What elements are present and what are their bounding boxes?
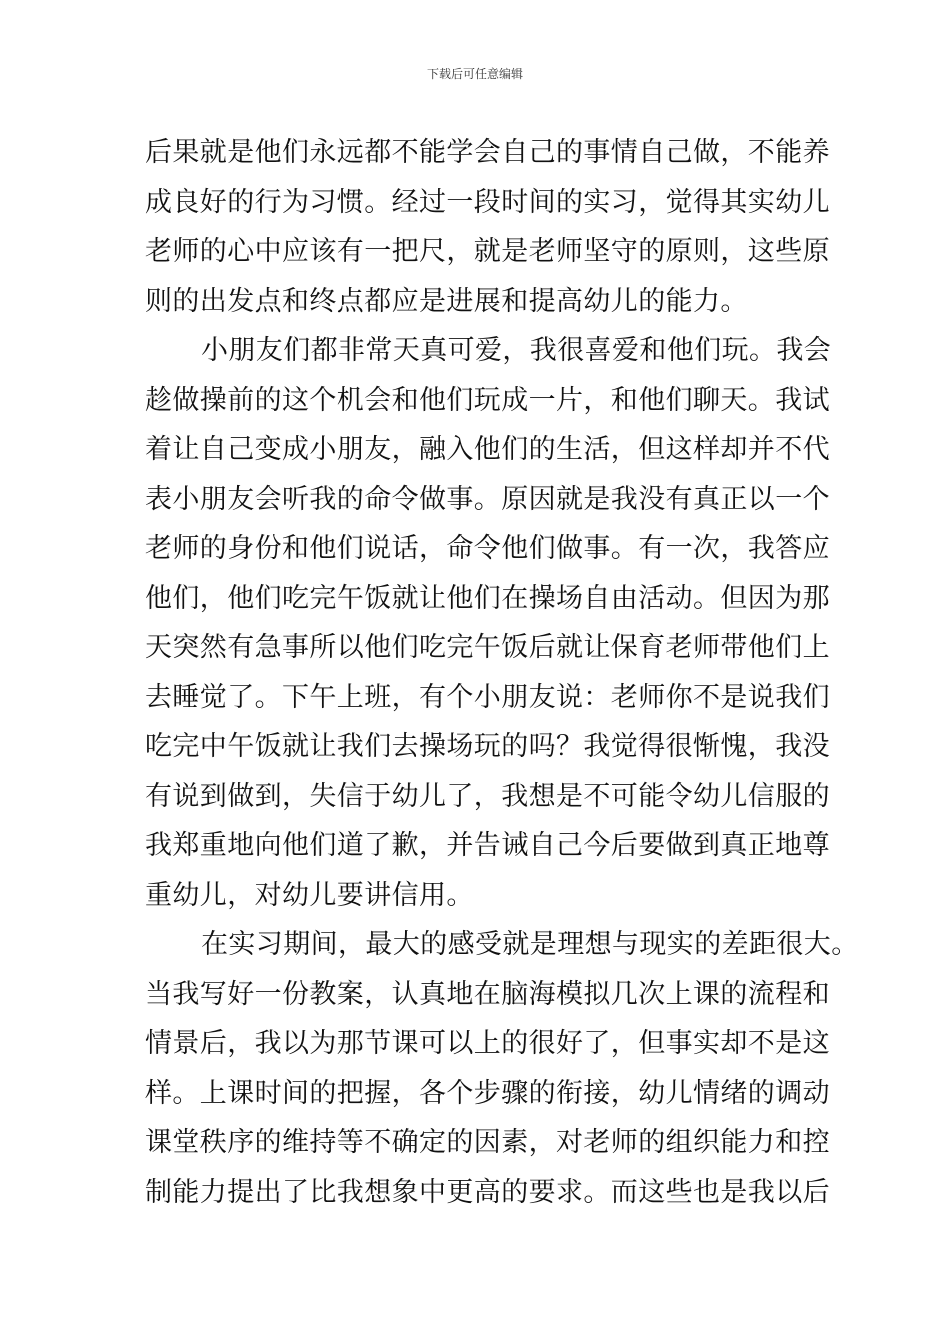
text-line: 样。上课时间的把握，各个步骤的衔接，幼儿情绪的调动: [145, 1077, 830, 1109]
text-line: 制能力提出了比我想象中更高的要求。而这些也是我以后: [145, 1176, 830, 1208]
text-line: 着让自己变成小朋友，融入他们的生活，但这样却并不代: [145, 434, 830, 465]
text-line: 我郑重地向他们道了歉，并告诫自己今后要做到真正地尊: [145, 830, 830, 861]
text-line: 老师的心中应该有一把尺，就是老师坚守的原则，这些原: [145, 236, 830, 267]
text-line: 趁做操前的这个机会和他们玩成一片，和他们聊天。我试: [145, 384, 830, 416]
text-line: 情景后，我以为那节课可以上的很好了，但事实却不是这: [145, 1028, 830, 1059]
text-line: 成良好的行为习惯。经过一段时间的实习，觉得其实幼儿: [145, 186, 830, 218]
text-line: 有说到做到，失信于幼儿了，我想是不可能令幼儿信服的: [145, 780, 830, 812]
text-line: 当我写好一份教案，认真地在脑海模拟几次上课的流程和: [145, 978, 830, 1010]
text-line: 天突然有急事所以他们吃完午饭后就让保育老师带他们上: [145, 632, 830, 663]
text-line: 老师的身份和他们说话，命令他们做事。有一次，我答应: [145, 533, 830, 564]
paragraph-first-line: 在实习期间，最大的感受就是理想与现实的差距很大。: [201, 929, 859, 960]
text-line: 吃完中午饭就让我们去操场玩的吗？我觉得很惭愧，我没: [145, 731, 830, 762]
text-line: 他们，他们吃完午饭就让他们在操场自由活动。但因为那: [145, 582, 830, 614]
text-line: 重幼儿，对幼儿要讲信用。: [145, 879, 474, 911]
text-line: 课堂秩序的维持等不确定的因素，对老师的组织能力和控: [145, 1127, 830, 1158]
document-body: [145, 128, 865, 1217]
text-line: 则的出发点和终点都应是进展和提高幼儿的能力。: [145, 285, 748, 317]
page-header: 下载后可任意编辑: [426, 67, 523, 81]
text-line: 表小朋友会听我的命令做事。原因就是我没有真正以一个: [145, 483, 830, 515]
text-line: 后果就是他们永远都不能学会自己的事情自己做，不能养: [145, 137, 830, 168]
text-line: 去睡觉了。下午上班，有个小朋友说：老师你不是说我们: [145, 681, 830, 713]
paragraph-first-line: 小朋友们都非常天真可爱，我很喜爱和他们玩。我会: [201, 335, 832, 366]
